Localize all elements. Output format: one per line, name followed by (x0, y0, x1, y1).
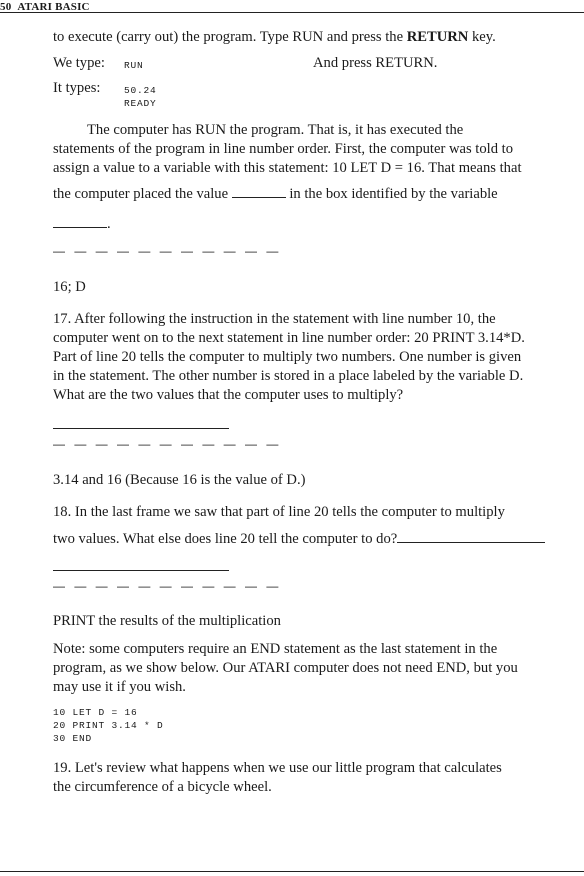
header-text (0, 0, 90, 17)
q17-line-5: What are the two values that the computer uses to multiply? (53, 387, 404, 403)
para1-line-2: statements of the program in line number order. First, the computer was told to (53, 141, 514, 157)
answer-blank-variable (53, 226, 107, 228)
answer-line-17 (53, 428, 229, 429)
answer-3: PRINT the results of the multiplication (53, 613, 281, 629)
we-type-label: We type: (53, 55, 105, 71)
it-types-row (53, 79, 579, 113)
q17-line-1: 17. After following the instruction in the statement with line number 10, the (53, 311, 496, 327)
we-type-code: RUN (124, 60, 144, 71)
answer-blank-18 (397, 541, 545, 543)
answer-1: 16; D (53, 279, 86, 295)
q17-line-4: in the statement. The other number is stored in a place labeled by the variable D. (53, 368, 524, 384)
header-rule (0, 12, 584, 13)
running-title: ATARI BASIC (17, 1, 90, 13)
program-line-10: 10 LET D = 16 (53, 707, 138, 718)
we-type-row (53, 54, 579, 73)
program-line-30: 30 END (53, 733, 93, 744)
note-paragraph (53, 640, 579, 697)
frame-17 (53, 310, 579, 405)
note-line-1: Note: some computers require an END statement as the last statement in the (53, 641, 498, 657)
paragraph-run-explanation (53, 121, 579, 234)
note-line-3: may use it if you wish. (53, 679, 186, 695)
note-line-2: program, as we show below. Our ATARI computer does not need END, but you (53, 660, 518, 676)
program-line-20: 20 PRINT 3.14 * D (53, 720, 164, 731)
q18-line-1: 18. In the last frame we saw that part of line 20 tells the computer to multiply (53, 504, 505, 520)
we-type-action: And press RETURN. (313, 55, 438, 71)
page-body (53, 28, 579, 797)
para1-line-3: assign a value to a variable with this statement: 10 LET D = 16. That means that (53, 160, 522, 176)
intro-text: to execute (carry out) the program. Type RUN and press the (53, 29, 407, 45)
q19-line-2: the circumference of a bicycle wheel. (53, 779, 272, 795)
page-number: 50 (0, 1, 12, 13)
answer-separator-3: — — — — — — — — — — — (53, 579, 282, 593)
q17-line-3: Part of line 20 tells the computer to multiply two numbers. One number is given (53, 349, 522, 365)
program-listing (53, 706, 579, 745)
page-header (0, 0, 584, 14)
para1-line-1: The computer has RUN the program. That is, it has executed the (87, 122, 464, 138)
para1-line-4 (53, 185, 579, 204)
intro-text-end: key. (468, 29, 496, 45)
para1-line-5 (53, 215, 579, 234)
intro-line (53, 28, 579, 47)
it-types-output (124, 84, 157, 110)
answer-blank-value (232, 196, 286, 198)
q18-line-2 (53, 530, 579, 549)
output-line-1: 50.24 (124, 85, 157, 96)
answer-separator-1: — — — — — — — — — — — (53, 244, 282, 258)
q18-line-2-text: two values. What else does line 20 tell the computer to do? (53, 531, 398, 547)
answer-separator-2: — — — — — — — — — — — (53, 437, 282, 451)
para1-line-4-start: the computer placed the value (53, 186, 229, 202)
para1-line-5-end: . (107, 216, 111, 232)
footer-rule (0, 871, 584, 872)
frame-18 (53, 503, 579, 549)
output-line-2: READY (124, 98, 157, 109)
q19-line-1: 19. Let's review what happens when we use our little program that calculates (53, 760, 502, 776)
frame-19 (53, 759, 579, 797)
return-key-label: RETURN (406, 29, 469, 45)
answer-line-18 (53, 570, 229, 571)
para1-line-4-end: in the box identified by the variable (289, 186, 498, 202)
q17-line-2: computer went on to the next statement in line number order: 20 PRINT 3.14*D. (53, 330, 525, 346)
answer-2: 3.14 and 16 (Because 16 is the value of D.) (53, 472, 306, 488)
it-types-label: It types: (53, 80, 101, 96)
